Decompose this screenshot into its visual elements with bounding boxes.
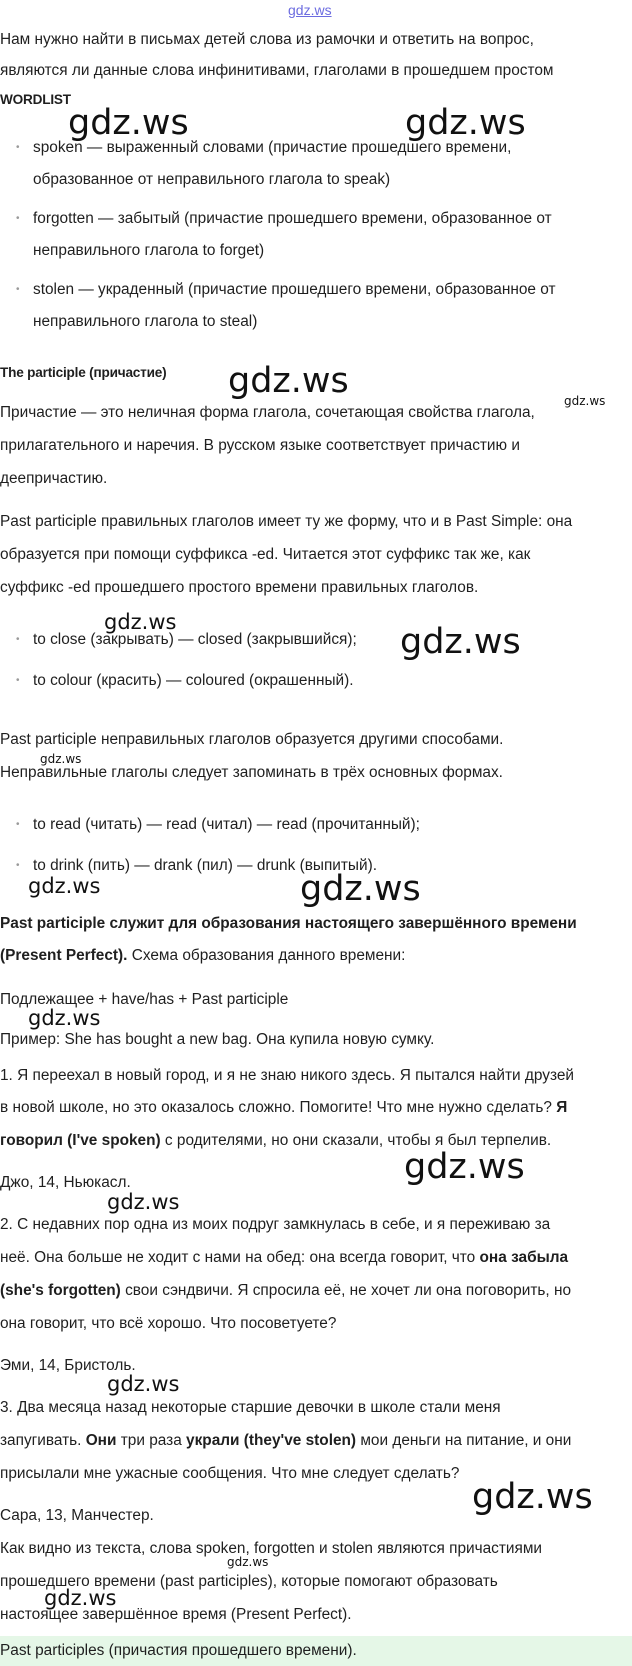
letter-3-signature: Сара, 13, Манчестер. xyxy=(0,1507,154,1524)
site-link[interactable]: gdz.ws xyxy=(288,2,332,18)
participle-p3-l2: Неправильные глаголы следует запоминать в трёх основных формах. xyxy=(0,764,503,781)
bullet-icon: • xyxy=(16,213,20,224)
watermark: gdz.ws xyxy=(300,869,421,909)
letter-2-l4: она говорит, что всё хорошо. Что посоветуете? xyxy=(0,1315,337,1332)
letter-2-l2-text: неё. Она больше не ходит с нами на обед: она всегда говорит, что xyxy=(0,1249,480,1266)
watermark: gdz.ws xyxy=(564,394,606,408)
letter-2-signature: Эми, 14, Бристоль. xyxy=(0,1357,136,1374)
conclusion-l2: прошедшего времени (past participles), которые помогают образовать xyxy=(0,1573,498,1590)
participle-heading: The participle (причастие) xyxy=(0,365,167,380)
watermark: gdz.ws xyxy=(227,1555,269,1569)
wordlist-item-spoken-l1: spoken — выраженный словами (причастие прошедшего времени, xyxy=(33,139,512,156)
letter-2-l2 xyxy=(0,1248,568,1268)
watermark: gdz.ws xyxy=(107,1372,180,1396)
letter-3-l2-post: мои деньги на питание, и они xyxy=(356,1432,572,1449)
participle-p1-l2: прилагательного и наречия. В русском языке соответствует причастию и xyxy=(0,437,520,454)
present-perfect-bold-l2: (Present Perfect). xyxy=(0,947,128,964)
bullet-icon: • xyxy=(16,860,20,871)
present-perfect-l1 xyxy=(0,914,577,934)
letter-1-l3-text: с родителями, но они сказали, чтобы я был терпелив. xyxy=(160,1132,552,1149)
letter-3-l2-text: запугивать. xyxy=(0,1432,86,1449)
participle-p2-l2: образуется при помощи суффикса -ed. Читается этот суффикс так же, как xyxy=(0,546,531,563)
watermark: gdz.ws xyxy=(28,1006,101,1030)
watermark: gdz.ws xyxy=(40,752,82,766)
wordlist-item-forgotten-l1: forgotten — забытый (причастие прошедшего времени, образованное от xyxy=(33,210,552,227)
conclusion-l3: настоящее завершённое время (Present Perfect). xyxy=(0,1606,352,1623)
wordlist-item-spoken-l2: образованное от неправильного глагола to speak) xyxy=(33,171,391,188)
answer-text: Past participles (причастия прошедшего времени). xyxy=(0,1642,357,1659)
conclusion-l1: Как видно из текста, слова spoken, forgotten и stolen являются причастиями xyxy=(0,1540,543,1557)
letter-2-l3 xyxy=(0,1281,571,1301)
participle-p1-l1: Причастие — это неличная форма глагола, сочетающая свойства глагола, xyxy=(0,404,535,421)
wordlist-item-stolen-l2: неправильного глагола to steal) xyxy=(33,313,258,330)
letter-2-l1: 2. С недавних пор одна из моих подруг замкнулась в себе, и я переживаю за xyxy=(0,1216,551,1233)
letter-1-l2-bold: Я xyxy=(556,1099,568,1116)
letter-1-l1: 1. Я переехал в новый город, и я не знаю никого здесь. Я пытался найти друзей xyxy=(0,1067,574,1084)
wordlist-item-stolen-l1: stolen — украденный (причастие прошедшего времени, образованное от xyxy=(33,281,556,298)
letter-3-l1: 3. Два месяца назад некоторые старшие девочки в школе стали меня xyxy=(0,1399,501,1416)
watermark: gdz.ws xyxy=(404,1147,525,1187)
letter-2-l2-bold: она забыла xyxy=(479,1249,569,1266)
participle-p1-l3: деепричастию. xyxy=(0,470,108,487)
irregular-example-1: to read (читать) — read (читал) — read (прочитанный); xyxy=(33,816,420,833)
watermark: gdz.ws xyxy=(28,874,101,898)
watermark: gdz.ws xyxy=(107,1190,180,1214)
participle-p2-l1: Past participle правильных глаголов имеет ту же форму, что и в Past Simple: она xyxy=(0,513,573,530)
watermark: gdz.ws xyxy=(405,103,526,143)
letter-2-l3-bold: (she's forgotten) xyxy=(0,1282,121,1299)
intro-line-2: являются ли данные слова инфинитивами, глаголами в прошедшем простом xyxy=(0,62,554,79)
regular-example-1: to close (закрывать) — closed (закрывшийся); xyxy=(33,631,357,648)
present-perfect-rest: Схема образования данного времени: xyxy=(127,947,406,964)
watermark: gdz.ws xyxy=(228,361,349,401)
bullet-icon: • xyxy=(16,634,20,645)
regular-example-2: to colour (красить) — coloured (окрашенный). xyxy=(33,672,354,689)
letter-3-l2 xyxy=(0,1431,571,1451)
letter-3-l2-mid: три раза xyxy=(116,1432,187,1449)
wordlist-heading: WORDLIST xyxy=(0,92,71,107)
irregular-example-2: to drink (пить) — drank (пил) — drunk (выпитый). xyxy=(33,857,377,874)
bullet-icon: • xyxy=(16,675,20,686)
participle-p2-l3: суффикс -ed прошедшего простого времени правильных глаголов. xyxy=(0,579,479,596)
watermark: gdz.ws xyxy=(400,622,521,662)
intro-line-1: Нам нужно найти в письмах детей слова из рамочки и ответить на вопрос, xyxy=(0,31,534,48)
bullet-icon: • xyxy=(16,142,20,153)
letter-1-l2 xyxy=(0,1098,567,1118)
present-perfect-bold-l1: Past participle служит для образования настоящего завершённого времени xyxy=(0,915,577,932)
letter-3-l3: присылали мне ужасные сообщения. Что мне следует сделать? xyxy=(0,1465,460,1482)
watermark: gdz.ws xyxy=(68,103,189,143)
participle-p3-l1: Past participle неправильных глаголов образуется другими способами. xyxy=(0,731,504,748)
formula: Подлежащее + have/has + Past participle xyxy=(0,991,289,1008)
example-sentence: Пример: She has bought a new bag. Она купила новую сумку. xyxy=(0,1031,435,1048)
letter-2-l3-text: свои сэндвичи. Я спросила её, не хочет ли она поговорить, но xyxy=(120,1282,572,1299)
letter-3-l2-bold-2: украли (they've stolen) xyxy=(186,1432,357,1449)
present-perfect-l2 xyxy=(0,946,405,966)
watermark: gdz.ws xyxy=(104,610,177,634)
letter-1-l2-text: в новой школе, но это оказалось сложно. Помогите! Что мне нужно сделать? xyxy=(0,1099,557,1116)
bullet-icon: • xyxy=(16,819,20,830)
bullet-icon: • xyxy=(16,284,20,295)
watermark: gdz.ws xyxy=(44,1586,117,1610)
letter-3-l2-bold-1: Они xyxy=(85,1432,117,1449)
letter-1-l3-bold: говорил (I've spoken) xyxy=(0,1132,161,1149)
watermark: gdz.ws xyxy=(472,1477,593,1517)
letter-1-signature: Джо, 14, Ньюкасл. xyxy=(0,1174,131,1191)
wordlist-item-forgotten-l2: неправильного глагола to forget) xyxy=(33,242,265,259)
